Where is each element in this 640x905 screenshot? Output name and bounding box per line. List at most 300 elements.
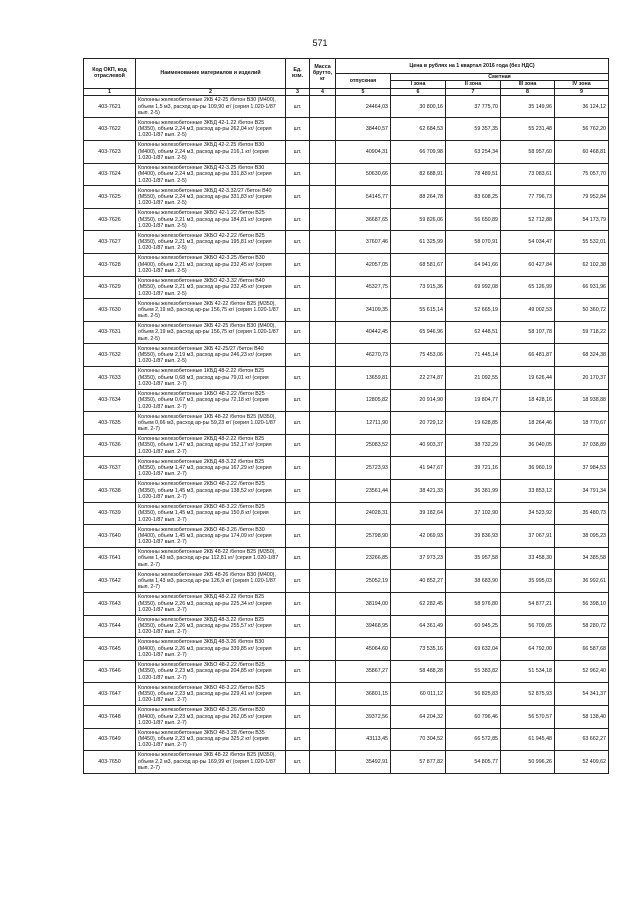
row-zone3-price: 35 995,03 [501,570,555,593]
row-code: 403-7634 [84,389,136,412]
row-zone1-price: 62 684,53 [391,118,446,141]
row-mass [310,412,336,435]
row-mass [310,615,336,638]
row-zone2-price: 19 628,85 [446,412,501,435]
row-zone1-price: 20 914,90 [391,389,446,412]
row-name: Колонны железобетонные 2КБД 48-2.22 /бетон В25 (М350), объем 1,47 м3, расход ар-ры 152,17 кг/ (серия 1.020-1/87 вып. 2-7) [136,434,286,457]
row-code: 403-7622 [84,118,136,141]
row-zone1-price: 73 915,36 [391,276,446,299]
row-mass [310,141,336,164]
row-zone3-price: 36 960,19 [501,457,555,480]
row-zone1-price: 57 877,82 [391,751,446,774]
row-zone1-price: 22 274,87 [391,367,446,390]
column-number: 5 [336,88,391,95]
row-zone4-price: 37 984,53 [555,457,609,480]
table-row [84,547,609,570]
price-table [83,58,609,774]
row-code: 403-7648 [84,705,136,728]
table-row [84,231,609,254]
table-row [84,570,609,593]
row-release-price: 42057,05 [336,254,391,277]
row-zone2-price: 55 383,82 [446,660,501,683]
row-zone2-price: 52 665,19 [446,299,501,322]
row-zone4-price: 56 762,20 [555,118,609,141]
row-unit: шт. [286,660,310,683]
row-zone4-price: 58 138,40 [555,705,609,728]
row-release-price: 46270,73 [336,344,391,367]
row-zone2-price: 56 825,83 [446,683,501,706]
row-zone2-price: 64 941,66 [446,254,501,277]
row-zone2-price: 60 796,46 [446,705,501,728]
row-unit: шт. [286,208,310,231]
row-zone3-price: 58 107,78 [501,321,555,344]
row-zone2-price: 66 572,85 [446,728,501,751]
row-zone4-price: 66 931,96 [555,276,609,299]
row-zone3-price: 61 945,48 [501,728,555,751]
row-zone2-price: 69 992,08 [446,276,501,299]
row-zone1-price: 58 488,28 [391,660,446,683]
column-number: 3 [286,88,310,95]
row-zone2-price: 69 632,04 [446,638,501,661]
row-zone3-price: 18 428,16 [501,389,555,412]
row-zone4-price: 66 587,68 [555,638,609,661]
table-row [84,163,609,186]
table-row [84,728,609,751]
row-name: Колонны железобетонные 3КБД 42-3.25 /бетон В30 (М400), объем 2,24 м3, расход ар-ры 331,83 кг/ (серия 1.020-1/87 вып. 2-5) [136,163,286,186]
row-zone4-price: 36 124,12 [555,95,609,118]
row-zone3-price: 19 626,44 [501,367,555,390]
row-zone1-price: 62 282,45 [391,592,446,615]
row-mass [310,276,336,299]
table-row [84,95,609,118]
row-release-price: 38440,57 [336,118,391,141]
row-release-price: 38194,00 [336,592,391,615]
row-zone3-price: 54 034,47 [501,231,555,254]
row-mass [310,344,336,367]
row-zone3-price: 51 534,18 [501,660,555,683]
row-zone2-price: 37 775,70 [446,95,501,118]
row-unit: шт. [286,231,310,254]
row-release-price: 43113,45 [336,728,391,751]
row-code: 403-7628 [84,254,136,277]
row-zone1-price: 70 304,52 [391,728,446,751]
row-unit: шт. [286,344,310,367]
row-release-price: 39372,56 [336,705,391,728]
row-zone2-price: 83 608,25 [446,186,501,209]
row-mass [310,728,336,751]
page-number: 571 [312,38,328,48]
row-name: Колонны железобетонные 2КБО 48-2.22 /бетон В25 (М350), объем 1,45 м3, расход ар-ры 138,52 кг/ (серия 1.020-1/87 вып. 2-7) [136,479,286,502]
row-name: Колонны железобетонные 3КБО 42-2.22 /бетон В25 (М350), объем 2,21 м3, расход ар-ры 195,81 кг/ (серия 1.020-1/87 вып. 2-5) [136,231,286,254]
table-row [84,525,609,548]
row-zone2-price: 36 381,99 [446,479,501,502]
row-name: Колонны железобетонные 3КБД 42-2.25 /бетон В30 (М400), объем 2,24 м3, расход ар-ры 216,1 кг/ (серия 1.020-1/87 вып. 2-5) [136,141,286,164]
row-release-price: 24028,31 [336,502,391,525]
row-zone1-price: 55 615,14 [391,299,446,322]
row-zone3-price: 33 458,30 [501,547,555,570]
row-release-price: 25723,93 [336,457,391,480]
column-number: 6 [391,88,446,95]
table-row [84,389,609,412]
row-zone3-price: 55 231,48 [501,118,555,141]
row-zone3-price: 49 002,53 [501,299,555,322]
row-zone2-price: 58 070,91 [446,231,501,254]
row-release-price: 35492,91 [336,751,391,774]
row-name: Колонны железобетонные 3КБО 42-3.32 /бетон В40 (М550), объем 2,21 м3, расход ар-ры 232,45 кг/ (серия 1.020-1/87 вып. 2-5) [136,276,286,299]
row-code: 403-7636 [84,434,136,457]
row-zone1-price: 75 453,06 [391,344,446,367]
table-row [84,705,609,728]
row-zone1-price: 66 709,98 [391,141,446,164]
row-name: Колонны железобетонные 3КБО 48-3.28 /бетон В35 (М450), объем 2,23 м3, расход ар-ры 325,2 кг/ (серия 1.020-1/87 вып. 2-7) [136,728,286,751]
row-unit: шт. [286,276,310,299]
row-name: Колонны железобетонные 3КБО 48-2.22 /бетон В25 (М350), объем 2,23 м3, расход ар-ры 204,85 кг/ (серия 1.020-1/87 вып. 2-7) [136,660,286,683]
table-row [84,276,609,299]
row-zone3-price: 52 712,88 [501,208,555,231]
row-unit: шт. [286,118,310,141]
table-row [84,141,609,164]
table-row [84,592,609,615]
table-row [84,502,609,525]
header-mass: Масса брутто, кг [310,59,336,89]
row-release-price: 40904,31 [336,141,391,164]
table-header [84,59,609,96]
row-release-price: 35867,27 [336,660,391,683]
row-zone1-price: 38 421,33 [391,479,446,502]
column-number: 1 [84,88,136,95]
row-release-price: 13659,81 [336,367,391,390]
header-zone2: II зона [446,81,501,88]
row-code: 403-7646 [84,660,136,683]
row-release-price: 36801,15 [336,683,391,706]
row-zone1-price: 39 182,64 [391,502,446,525]
header-unit: Ед. изм. [286,59,310,89]
table-row [84,367,609,390]
row-code: 403-7644 [84,615,136,638]
row-zone4-price: 20 170,37 [555,367,609,390]
row-zone4-price: 54 173,79 [555,208,609,231]
row-zone1-price: 20 729,12 [391,412,446,435]
row-zone1-price: 41 947,67 [391,457,446,480]
row-release-price: 45327,75 [336,276,391,299]
column-number: 8 [501,88,555,95]
row-zone4-price: 35 480,73 [555,502,609,525]
row-zone4-price: 36 992,61 [555,570,609,593]
row-mass [310,208,336,231]
row-zone3-price: 73 083,61 [501,163,555,186]
row-release-price: 54145,77 [336,186,391,209]
row-code: 403-7638 [84,479,136,502]
row-unit: шт. [286,254,310,277]
row-zone2-price: 38 683,90 [446,570,501,593]
row-zone4-price: 79 952,84 [555,186,609,209]
row-zone2-price: 37 102,90 [446,502,501,525]
table-row [84,321,609,344]
row-unit: шт. [286,547,310,570]
row-zone2-price: 35 957,58 [446,547,501,570]
row-code: 403-7631 [84,321,136,344]
row-zone2-price: 63 254,34 [446,141,501,164]
row-zone3-price: 77 796,73 [501,186,555,209]
row-zone1-price: 64 361,49 [391,615,446,638]
column-number: 4 [310,88,336,95]
row-code: 403-7624 [84,163,136,186]
row-name: Колонны железобетонные 3КБД 48-3.22 /бетон В25 (М350), объем 2,26 м3, расход ар-ры 255,57 кг/ (серия 1.020-1/87 вып. 2-7) [136,615,286,638]
row-code: 403-7649 [84,728,136,751]
row-zone4-price: 38 095,23 [555,525,609,548]
header-zone1: I зона [391,81,446,88]
row-mass [310,434,336,457]
row-zone1-price: 88 264,78 [391,186,446,209]
row-mass [310,457,336,480]
row-mass [310,95,336,118]
row-zone3-price: 56 570,57 [501,705,555,728]
row-code: 403-7632 [84,344,136,367]
row-zone1-price: 59 826,06 [391,208,446,231]
row-name: Колонны железобетонные 3КБД 42-1.22 /бетон В25 (М350), объем 2,24 м3, расход ар-ры 262,04 кг/ (серия 1.020-1/87 вып. 2-5) [136,118,286,141]
row-zone3-price: 60 427,84 [501,254,555,277]
row-mass [310,547,336,570]
row-name: Колонны железобетонные 3КБД 48-3.26 /бетон В30 (М400), объем 2,26 м3, расход ар-ры 339,85 кг/ (серия 1.020-1/87 вып. 2-7) [136,638,286,661]
row-zone2-price: 21 092,55 [446,367,501,390]
column-number: 7 [446,88,501,95]
row-mass [310,299,336,322]
row-name: Колонны железобетонные 1КБ 48-22 /бетон В25 (М350), объем 0,66 м3, расход ар-ры 59,23 кг/ (серия 1.020-1/87 вып. 2-7) [136,412,286,435]
row-zone4-price: 54 341,37 [555,683,609,706]
row-zone4-price: 55 532,01 [555,231,609,254]
row-zone4-price: 58 280,72 [555,615,609,638]
row-mass [310,592,336,615]
row-unit: шт. [286,502,310,525]
row-zone2-price: 59 357,35 [446,118,501,141]
table-row [84,299,609,322]
row-zone3-price: 52 875,93 [501,683,555,706]
row-unit: шт. [286,751,310,774]
row-release-price: 23561,44 [336,479,391,502]
row-name: Колонны железобетонные 1КБО 48-2.22 /бетон В25 (М350), объем 0,67 м3, расход ар-ры 72,18 кг/ (серия 1.020-1/87 вып. 2-7) [136,389,286,412]
row-zone4-price: 34 385,58 [555,547,609,570]
row-zone2-price: 39 721,16 [446,457,501,480]
row-zone3-price: 37 067,91 [501,525,555,548]
row-code: 403-7637 [84,457,136,480]
row-release-price: 12805,82 [336,389,391,412]
row-mass [310,660,336,683]
row-release-price: 50630,66 [336,163,391,186]
row-zone1-price: 65 946,96 [391,321,446,344]
row-unit: шт. [286,525,310,548]
row-name: Колонны железобетонные 2КБО 48-3.22 /бетон В25 (М350), объем 1,45 м3, расход ар-ры 150,8 кг/ (серия 1.020-1/87 вып. 2-7) [136,502,286,525]
row-zone4-price: 52 962,40 [555,660,609,683]
row-name: Колонны железобетонные 3КБО 42-3.25 /бетон В30 (М400), объем 2,21 м3, расход ар-ры 232,45 кг/ (серия 1.020-1/87 вып. 2-5) [136,254,286,277]
table-row [84,118,609,141]
row-zone2-price: 39 836,93 [446,525,501,548]
row-zone4-price: 18 770,67 [555,412,609,435]
row-mass [310,367,336,390]
row-release-price: 36687,65 [336,208,391,231]
row-unit: шт. [286,434,310,457]
row-mass [310,683,336,706]
row-code: 403-7639 [84,502,136,525]
row-mass [310,321,336,344]
row-name: Колонны железобетонные 3КБД 42-3.32/27 /бетон В40 (М550), объем 2,24 м3, расход ар-ры 331,83 кг/ (серия 1.020-1/87 вып. 2-5) [136,186,286,209]
row-zone4-price: 63 662,27 [555,728,609,751]
row-release-price: 25083,52 [336,434,391,457]
row-name: Колонны железобетонные 3КБД 48-2.22 /бетон В25 (М350), объем 2,26 м3, расход ар-ры 225,34 кг/ (серия 1.020-1/87 вып. 2-7) [136,592,286,615]
row-zone4-price: 68 324,38 [555,344,609,367]
row-zone1-price: 73 535,16 [391,638,446,661]
table-row [84,638,609,661]
row-code: 403-7627 [84,231,136,254]
row-zone4-price: 18 938,88 [555,389,609,412]
row-mass [310,638,336,661]
row-release-price: 12711,90 [336,412,391,435]
row-name: Колонны железобетонные 3КБ 42-25/27 /бетон В40 (М550), объем 2,19 м3, расход ар-ры 246,23 кг/ (серия 1.020-1/87 вып. 2-5) [136,344,286,367]
table-row [84,344,609,367]
row-unit: шт. [286,479,310,502]
row-code: 403-7629 [84,276,136,299]
row-unit: шт. [286,683,310,706]
row-code: 403-7633 [84,367,136,390]
row-name: Колонны железобетонные 1КБД 48-2.22 /бетон В25 (М350), объем 0,68 м3, расход ар-ры 79,01 кг/ (серия 1.020-1/87 вып. 2-7) [136,367,286,390]
row-zone2-price: 71 445,14 [446,344,501,367]
row-name: Колонны железобетонные 2КБ 48-26 /бетон В30 (М400), объем 1,43 м3, расход ар-ры 126,9 кг/ (серия 1.020-1/87 вып. 2-7) [136,570,286,593]
row-name: Колонны железобетонные 2КБО 48-3.26 /бетон В30 (М400), объем 1,45 м3, расход ар-ры 174,09 кг/ (серия 1.020-1/87 вып. 2-7) [136,525,286,548]
row-zone1-price: 64 204,32 [391,705,446,728]
table-row [84,434,609,457]
row-unit: шт. [286,570,310,593]
row-zone2-price: 58 976,80 [446,592,501,615]
row-zone1-price: 61 325,99 [391,231,446,254]
row-zone1-price: 82 688,91 [391,163,446,186]
row-unit: шт. [286,141,310,164]
row-mass [310,186,336,209]
table-row [84,615,609,638]
row-unit: шт. [286,705,310,728]
row-unit: шт. [286,728,310,751]
row-code: 403-7641 [84,547,136,570]
row-zone3-price: 34 523,92 [501,502,555,525]
row-mass [310,570,336,593]
row-mass [310,254,336,277]
table-row [84,208,609,231]
row-zone3-price: 36 040,05 [501,434,555,457]
row-code: 403-7625 [84,186,136,209]
row-unit: шт. [286,299,310,322]
row-unit: шт. [286,457,310,480]
row-zone4-price: 59 718,22 [555,321,609,344]
row-mass [310,502,336,525]
row-zone4-price: 60 468,81 [555,141,609,164]
row-unit: шт. [286,186,310,209]
table-row [84,254,609,277]
table-row [84,457,609,480]
row-release-price: 39468,95 [336,615,391,638]
row-zone2-price: 19 804,77 [446,389,501,412]
table-row [84,479,609,502]
row-zone2-price: 38 732,29 [446,434,501,457]
row-release-price: 25798,90 [336,525,391,548]
row-code: 403-7647 [84,683,136,706]
row-name: Колонны железобетонные 3КБО 48-3.26 /бетон В30 (М400), объем 2,23 м3, расход ар-ры 262,05 кг/ (серия 1.020-1/87 вып. 2-7) [136,705,286,728]
row-release-price: 23266,85 [336,547,391,570]
column-number: 2 [136,88,286,95]
row-unit: шт. [286,615,310,638]
row-name: Колонны железобетонные 2КБД 48-3.22 /бетон В25 (М350), объем 1,47 м3, расход ар-ры 167,29 кг/ (серия 1.020-1/87 вып. 2-7) [136,457,286,480]
row-mass [310,163,336,186]
row-code: 403-7643 [84,592,136,615]
row-unit: шт. [286,592,310,615]
row-zone3-price: 50 996,26 [501,751,555,774]
row-release-price: 24464,03 [336,95,391,118]
row-mass [310,525,336,548]
header-zone3: III зона [501,81,555,88]
row-mass [310,389,336,412]
row-zone3-price: 56 709,05 [501,615,555,638]
row-zone4-price: 62 102,38 [555,254,609,277]
row-zone3-price: 64 792,00 [501,638,555,661]
row-zone2-price: 60 945,25 [446,615,501,638]
row-zone3-price: 58 957,60 [501,141,555,164]
row-zone3-price: 54 877,21 [501,592,555,615]
row-name: Колонны железобетонные 3КБ 42-25 /бетон В30 (М400), объем 2,19 м3, расход ар-ры 156,75 кг/ (серия 1.020-1/87 вып. 2-5) [136,321,286,344]
row-name: Колонны железобетонные 3КБО 48-3.22 /бетон В25 (М350), объем 2,23 м3, расход ар-ры 229,41 кг/ (серия 1.020-1/87 вып. 2-7) [136,683,286,706]
row-zone3-price: 66 481,87 [501,344,555,367]
row-unit: шт. [286,321,310,344]
row-release-price: 37607,46 [336,231,391,254]
row-mass [310,751,336,774]
header-code: Код ОКП, код отраслевой [84,59,136,89]
row-zone1-price: 37 973,23 [391,547,446,570]
row-code: 403-7640 [84,525,136,548]
row-mass [310,118,336,141]
column-number: 9 [555,88,609,95]
row-unit: шт. [286,367,310,390]
row-name: Колонны железобетонные 3КБ 42-22 /бетон В25 (М350), объем 2,19 м3, расход ар-ры 156,75 кг/ (серия 1.020-1/87 вып. 2-5) [136,299,286,322]
row-zone2-price: 78 489,51 [446,163,501,186]
table-row [84,186,609,209]
row-name: Колонны железобетонные 3КБ 48-22 /бетон В25 (М350), объем 2,2 м3, расход ар-ры 169,99 кг/ (серия 1.020-1/87 вып. 2-7) [136,751,286,774]
row-code: 403-7645 [84,638,136,661]
row-zone4-price: 50 360,72 [555,299,609,322]
header-zone4: IV зона [555,81,609,88]
row-unit: шт. [286,412,310,435]
row-zone2-price: 54 805,77 [446,751,501,774]
row-release-price: 25052,19 [336,570,391,593]
row-release-price: 40442,45 [336,321,391,344]
row-zone2-price: 62 448,51 [446,321,501,344]
row-zone4-price: 56 398,10 [555,592,609,615]
row-code: 403-7642 [84,570,136,593]
row-zone4-price: 52 409,62 [555,751,609,774]
row-zone1-price: 42 069,93 [391,525,446,548]
row-release-price: 34109,35 [336,299,391,322]
row-zone3-price: 35 149,96 [501,95,555,118]
row-release-price: 45064,60 [336,638,391,661]
table-row [84,751,609,774]
row-code: 403-7650 [84,751,136,774]
row-zone4-price: 75 057,70 [555,163,609,186]
table-body [84,95,609,773]
row-zone3-price: 65 126,99 [501,276,555,299]
row-name: Колонны железобетонные 2КБ 48-22 /бетон В25 (М350), объем 1,43 м3, расход ар-ры 112,81 кг/ (серия 1.020-1/87 вып. 2-7) [136,547,286,570]
row-unit: шт. [286,638,310,661]
row-zone1-price: 68 581,67 [391,254,446,277]
row-name: Колонны железобетонные 2КБ 42-25 /бетон В30 (М400), объем 1,5 м3, расход ар-ры 109,90 кг/ (серия 1.020-1/87 вып. 2-5) [136,95,286,118]
row-unit: шт. [286,163,310,186]
row-zone4-price: 34 791,34 [555,479,609,502]
row-mass [310,479,336,502]
row-code: 403-7630 [84,299,136,322]
